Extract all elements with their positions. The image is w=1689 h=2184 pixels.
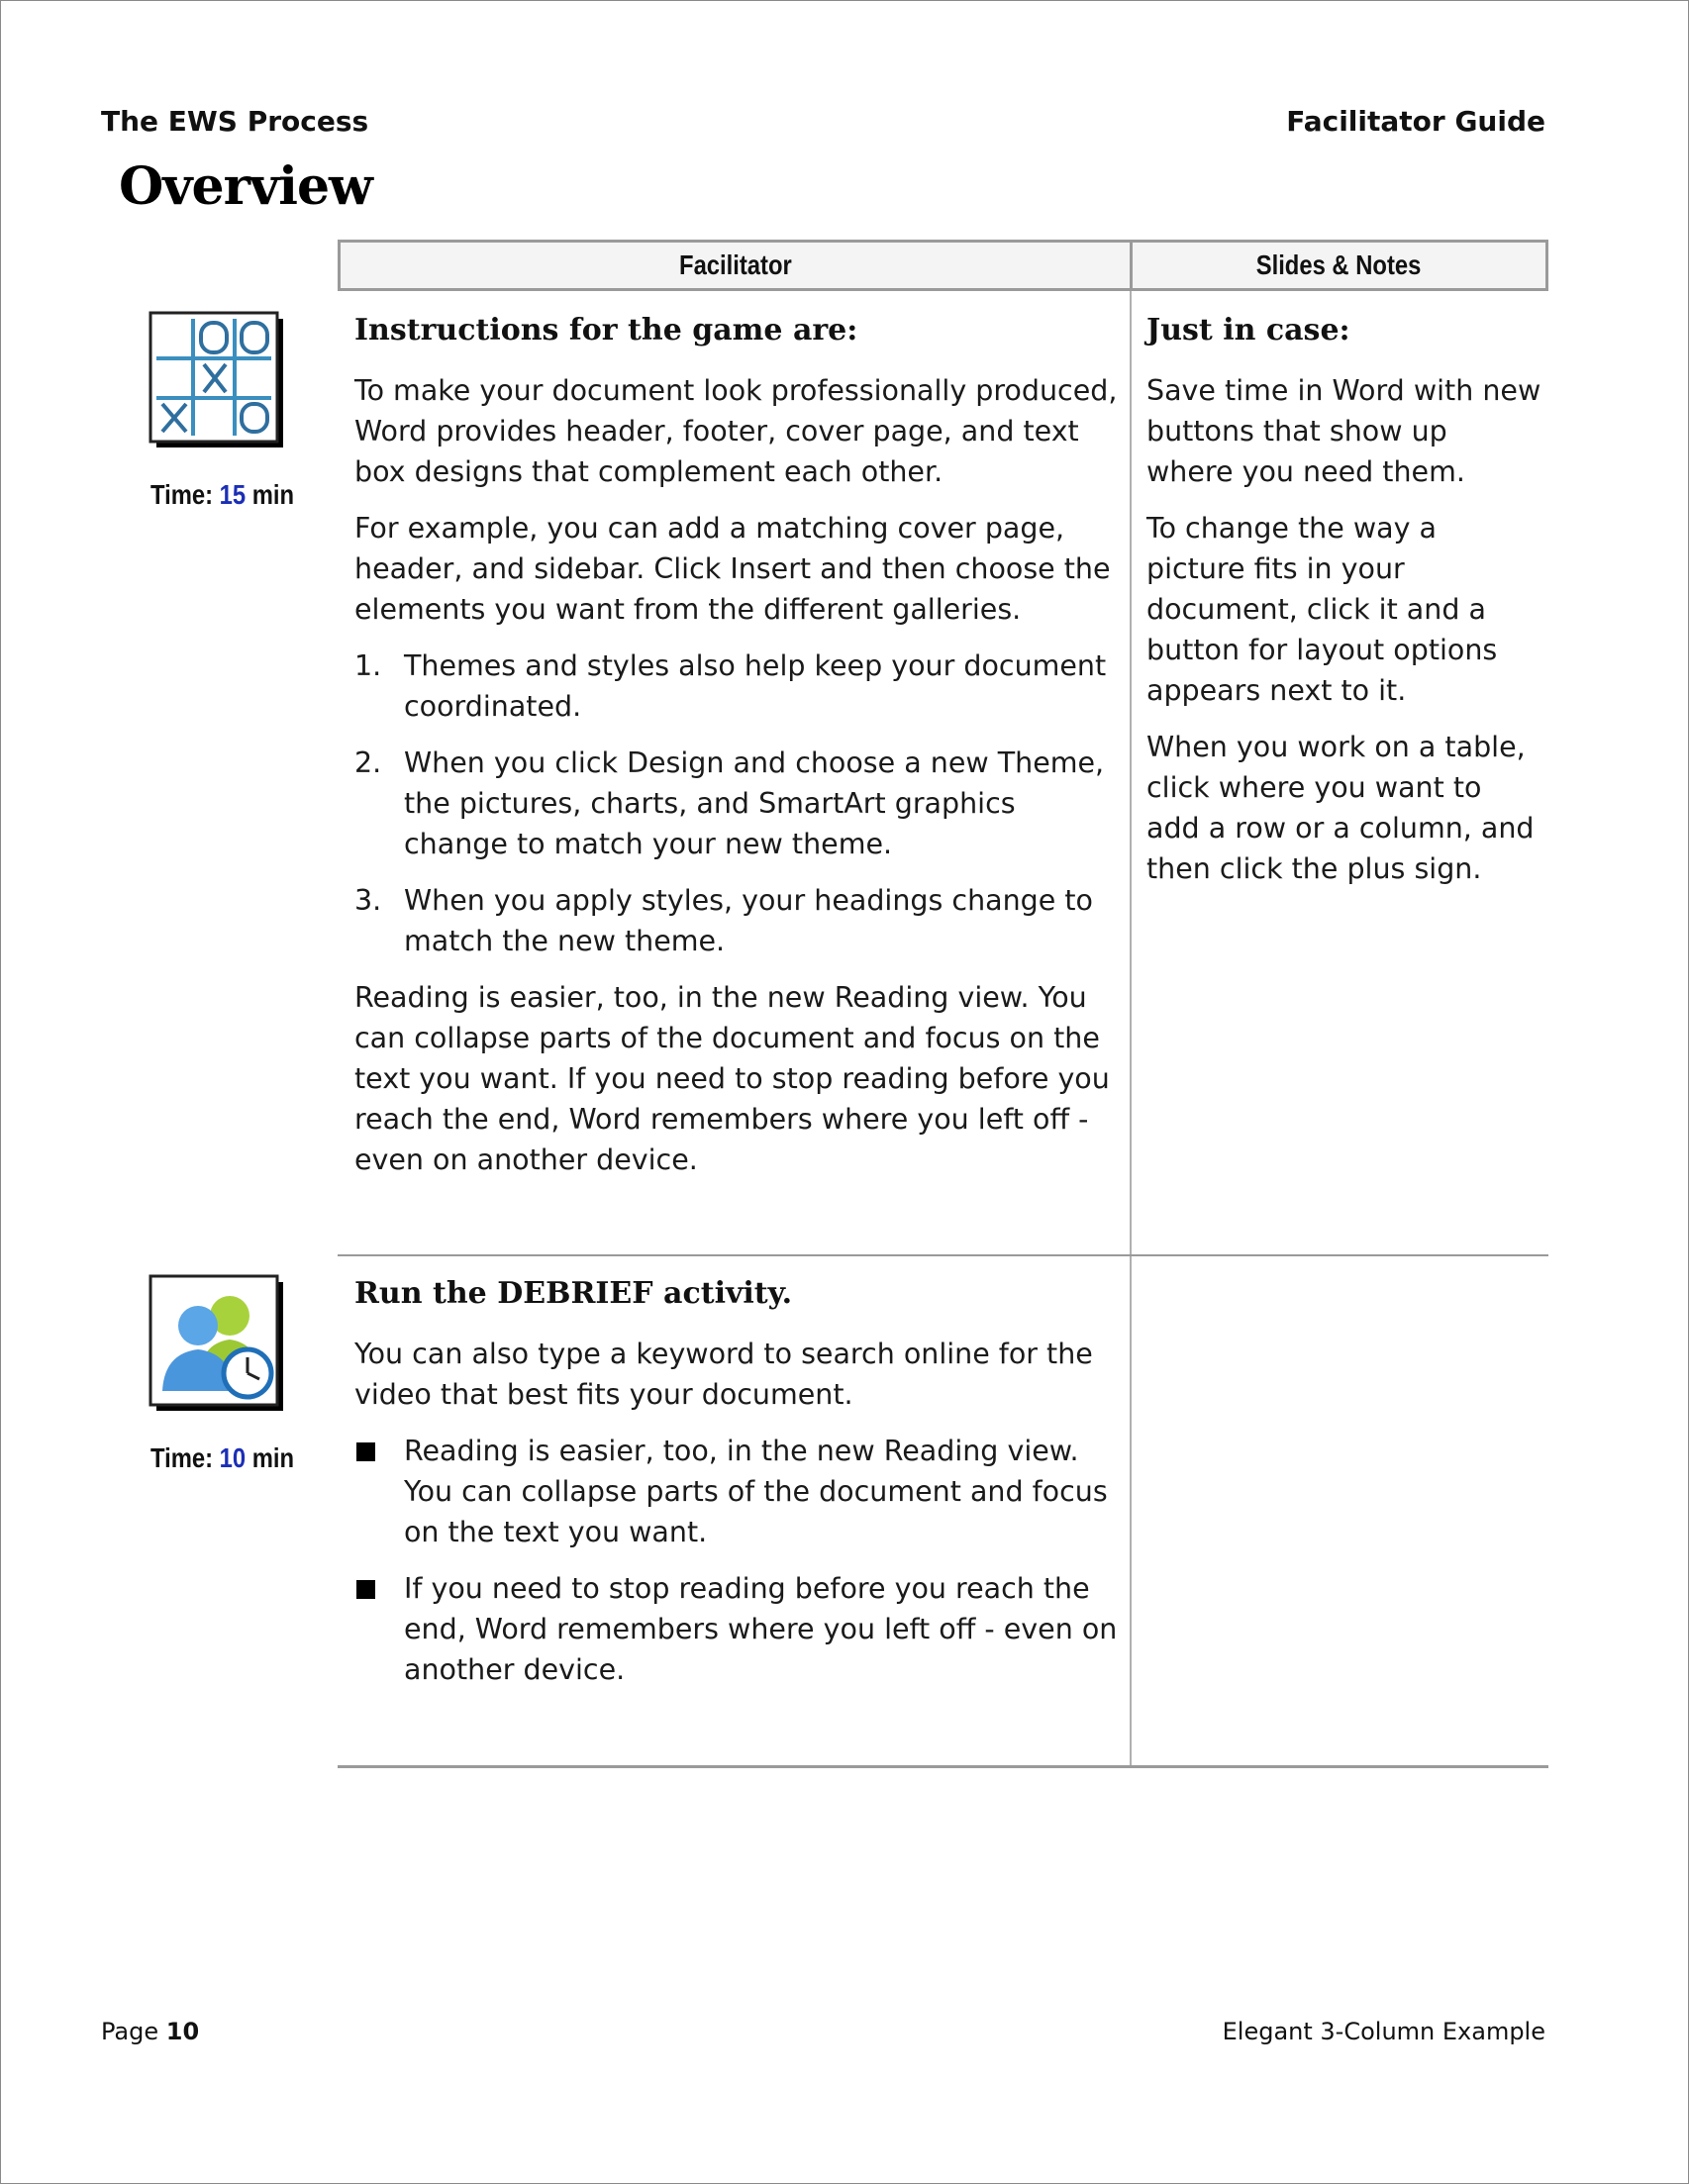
table-bottom-rule [338, 1765, 1548, 1768]
time-value: 15 [219, 479, 247, 510]
users-clock-icon [149, 1274, 287, 1420]
notes-cell [1146, 311, 1542, 905]
row-divider [338, 1254, 1548, 1256]
bullet-list-item: Reading is easier, too, in the new Reading view. You can collapse parts of the document and focus on the text you want. [354, 1431, 1122, 1552]
running-header-left: The EWS Process [101, 105, 369, 138]
notes-heading: Just in case: [1146, 313, 1350, 347]
running-header-right: Facilitator Guide [1286, 105, 1545, 138]
numbered-list-item: 2. When you click Design and choose a new Theme, the pictures, charts, and SmartArt graphics change to match your new theme. [354, 746, 1105, 860]
page-title: Overview [119, 156, 372, 217]
column-header-slides-notes: Slides & Notes [1130, 240, 1548, 291]
column-divider [1130, 291, 1132, 1766]
paragraph: You can also type a keyword to search online for the video that best fits your document. [354, 1338, 1093, 1411]
square-bullet-icon [356, 1442, 375, 1461]
time-value: 10 [219, 1442, 247, 1473]
numbered-list-item: 1. Themes and styles also help keep your document coordinated. [354, 649, 1107, 723]
page-number: Page 10 [101, 2018, 200, 2045]
paragraph: To make your document look professionally produced, Word provides header, footer, cover page, and text box designs that complement each other. [354, 374, 1118, 488]
time-estimate: Time: 10 min [150, 1442, 295, 1473]
time-estimate: Time: 15 min [150, 479, 295, 510]
paragraph: When you work on a table, click where you want to add a row or a column, and then click the plus sign. [1146, 731, 1535, 885]
numbered-list-item: 3. When you apply styles, your headings change to match the new theme. [354, 884, 1093, 957]
tic-tac-toe-icon [149, 311, 287, 456]
square-bullet-icon [356, 1580, 375, 1599]
paragraph: Save time in Word with new buttons that show up where you need them. [1146, 374, 1541, 488]
running-footer-right: Elegant 3-Column Example [1222, 2018, 1545, 2045]
facilitator-cell [354, 1274, 1122, 1706]
column-header-facilitator: Facilitator [338, 240, 1133, 291]
facilitator-cell [354, 311, 1122, 1196]
paragraph: Reading is easier, too, in the new Reading view. You can collapse parts of the document and focus on the text you want. If you need to stop reading before you reach the end, Word remembers where you left off - even on another device. [354, 981, 1110, 1176]
paragraph: To change the way a picture fits in your document, click it and a button for layout options appears next to it. [1146, 512, 1498, 707]
paragraph: For example, you can add a matching cover page, header, and sidebar. Click Insert and then choose the elements you want from the different galleries. [354, 512, 1111, 626]
section-heading: Instructions for the game are: [354, 313, 858, 347]
section-heading: Run the DEBRIEF activity. [354, 1276, 793, 1311]
bullet-list-item: If you need to stop reading before you reach the end, Word remembers where you left off - even on another device. [354, 1568, 1122, 1690]
